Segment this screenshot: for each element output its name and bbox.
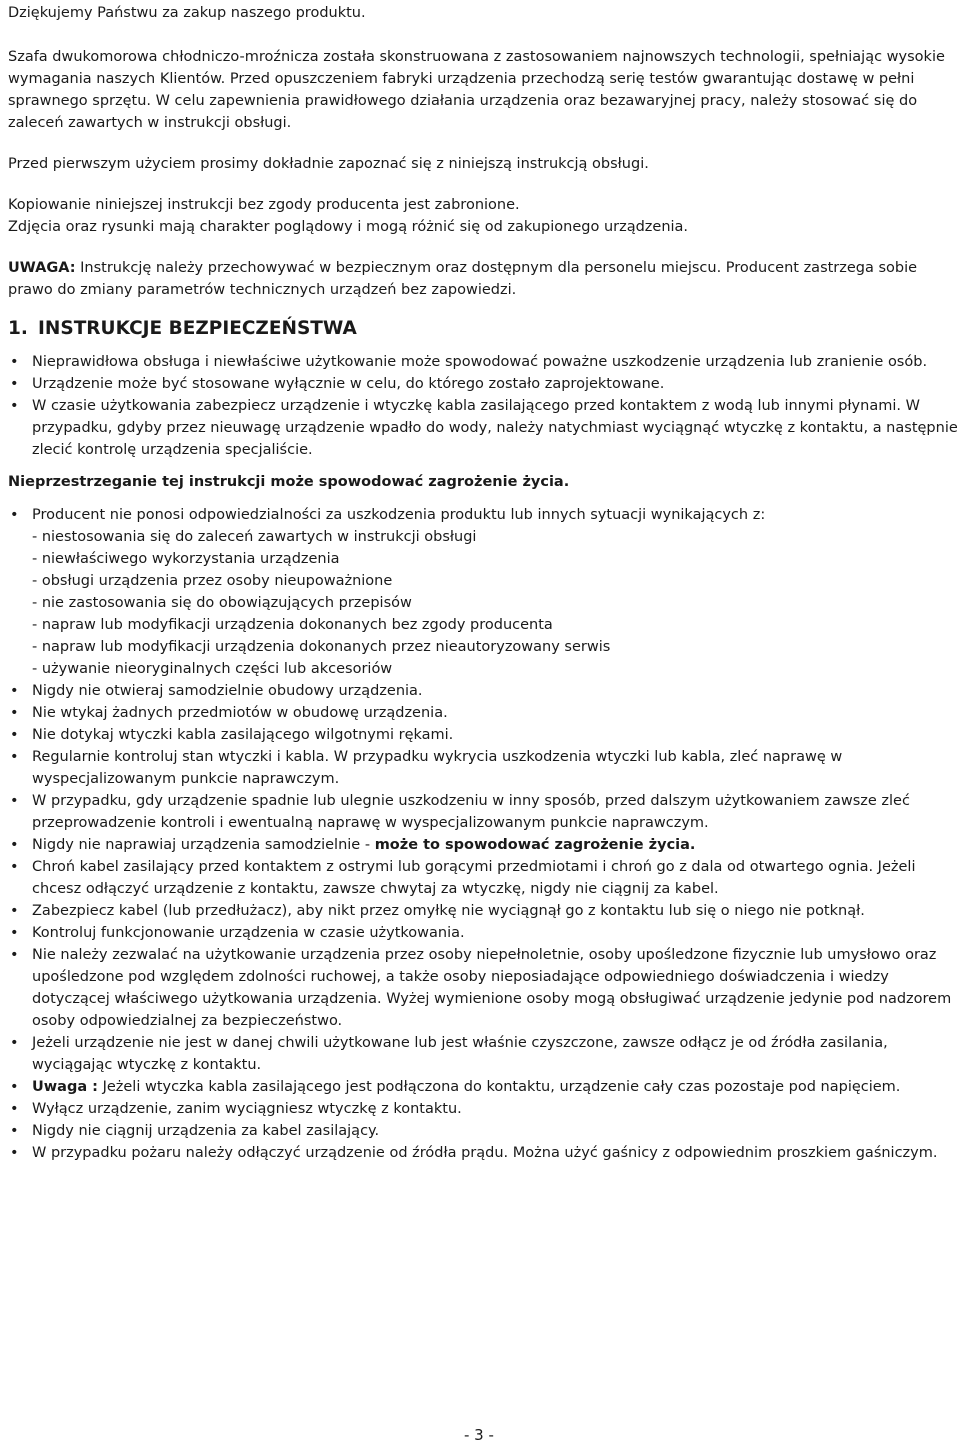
list-item: • Nigdy nie ciągnij urządzenia za kabel zasilający. [8, 1120, 958, 1142]
list-item: • Nigdy nie otwieraj samodzielnie obudowy urządzenia. [8, 680, 958, 702]
intro-note-lead: UWAGA: [8, 260, 76, 276]
intro-copying-notice: Kopiowanie niniejszej instrukcji bez zgody producenta jest zabronione. [8, 197, 520, 213]
intro-thanks: Dziękujemy Państwu za zakup naszego produktu. [8, 5, 366, 21]
list-item: • W czasie użytkowania zabezpiecz urządzenie i wtyczkę kabla zasilającego przed kontaktem z wodą lub innymi płynami. W przypadku, gdyby przez nieuwagę urządzenie wpadło do wody, należy natychmiast wyciągnąć wtyczkę z kontaktu, a następnie zlecić kontrolę urządzenia specjaliście. [8, 395, 958, 461]
list-item: • Nieprawidłowa obsługa i niewłaściwe użytkowanie może spowodować poważne uszkodzenie urządzenia lub zranienie osób. [8, 351, 958, 373]
list-item: • Nie należy zezwalać na użytkowanie urządzenia przez osoby niepełnoletnie, osoby upośledzone fizycznie lub umysłowo oraz upośledzone pod względem zdolności ruchowej, a także osoby nieposiadające odpowiedniego doświadczenia i wiedzy dotyczącej właściwego użytkowania urządzenia. Wyżej wymienione osoby mogą obsługiwać urządzenie jedynie pod nadzorem osoby odpowiedzialnej za bezpieczeństwo. [8, 944, 958, 1032]
list-item: • Urządzenie może być stosowane wyłącznie w celu, do którego zostało zaprojektowane. [8, 373, 958, 395]
section-heading [8, 316, 958, 342]
liability-subitem: - używanie nieoryginalnych części lub akcesoriów [32, 661, 393, 677]
list-item: • Jeżeli urządzenie nie jest w danej chwili użytkowane lub jest właśnie czyszczone, zawsze odłącz je od źródła zasilania, wyciągając wtyczkę z kontaktu. [8, 1032, 958, 1076]
repair-lead: Nigdy nie naprawiaj urządzenia samodzielnie - [32, 837, 371, 853]
list-item: • Wyłącz urządzenie, zanim wyciągniesz wtyczkę z kontaktu. [8, 1098, 958, 1120]
uwaga-lead: Uwaga : [32, 1079, 98, 1095]
list-item: • Chroń kabel zasilający przed kontaktem z ostrymi lub gorącymi przedmiotami i chroń go z dala od otwartego ognia. Jeżeli chcesz odłączyć urządzenie z kontaktu, zawsze chwytaj za wtyczkę, nigdy nie ciągnij za kabel. [8, 856, 958, 900]
page-number: - 3 - [464, 1426, 494, 1444]
safety-list-1 [8, 351, 958, 461]
repair-warning: może to spowodować zagrożenie życia. [374, 837, 696, 853]
liability-subitem: - napraw lub modyfikacji urządzenia dokonanych przez nieautoryzowany serwis [32, 639, 611, 655]
section-number: 1. [8, 318, 28, 339]
list-item: • Regularnie kontroluj stan wtyczki i kabla. W przypadku wykrycia uszkodzenia wtyczki lub kabla, zleć naprawę w wyspecjalizowanym punkcie naprawczym. [8, 746, 958, 790]
safety-list-2 [8, 504, 958, 1164]
liability-lead: • Producent nie ponosi odpowiedzialności za uszkodzenia produktu lub innych sytuacji wynikających z: [32, 507, 766, 523]
liability-item [8, 504, 958, 680]
intro-note [8, 257, 958, 301]
liability-subitem: - napraw lub modyfikacji urządzenia dokonanych bez zgody producenta [32, 617, 553, 633]
list-item: • Zabezpiecz kabel (lub przedłużacz), aby nikt przez omyłkę nie wyciągnął go z kontaktu lub się o niego nie potknął. [8, 900, 958, 922]
list-item: • Nie dotykaj wtyczki kabla zasilającego wilgotnymi rękami. [8, 724, 958, 746]
liability-subitem: - niestosowania się do zaleceń zawartych w instrukcji obsługi [32, 529, 477, 545]
list-item: • W przypadku, gdy urządzenie spadnie lub ulegnie uszkodzeniu w inny sposób, przed dalszym użytkowaniem zawsze zleć przeprowadzenie kontroli i ewentualną naprawę w wyspecjalizowanym punkcie naprawczym. [8, 790, 958, 834]
liability-subitem: - obsługi urządzenia przez osoby nieupoważnione [32, 573, 393, 589]
document-page [8, 0, 958, 1164]
section-title: INSTRUKCJE BEZPIECZEŃSTWA [38, 318, 357, 339]
intro-read-manual: Przed pierwszym użyciem prosimy dokładnie zapoznać się z niniejszą instrukcją obsługi. [8, 156, 649, 172]
liability-subitem: - niewłaściwego wykorzystania urządzenia [32, 551, 340, 567]
intro-note-text: Instrukcję należy przechowywać w bezpiecznym oraz dostępnym dla personelu miejscu. Producent zastrzega sobie prawo do zmiany parametrów technicznych urządzeń bez zapowiedzi. [8, 260, 918, 298]
intro-images-notice: Zdjęcia oraz rysunki mają charakter poglądowy i mogą różnić się od zakupionego urządzenia. [8, 219, 689, 235]
intro-description: Szafa dwukomorowa chłodniczo-mroźnicza została skonstruowana z zastosowaniem najnowszych technologii, spełniając wysokie wymagania naszych Klientów. Przed opuszczeniem fabryki urządzenia przechodzą serię testów gwarantując dostawę w pełni sprawnego sprzętu. W celu zapewnienia prawidłowego działania urządzenia oraz bezawaryjnej pracy, należy stosować się do zaleceń zawartych w instrukcji obsługi. [8, 49, 945, 131]
life-threat-warning: Nieprzestrzeganie tej instrukcji może spowodować zagrożenie życia. [8, 474, 570, 490]
list-item [8, 1076, 958, 1098]
list-item: • Nie wtykaj żadnych przedmiotów w obudowę urządzenia. [8, 702, 958, 724]
list-item: • W przypadku pożaru należy odłączyć urządzenie od źródła prądu. Można użyć gaśnicy z odpowiednim proszkiem gaśniczym. [8, 1142, 958, 1164]
list-item: • Kontroluj funkcjonowanie urządzenia w czasie użytkowania. [8, 922, 958, 944]
uwaga-text: Jeżeli wtyczka kabla zasilającego jest podłączona do kontaktu, urządzenie cały czas pozostaje pod napięciem. [102, 1079, 901, 1095]
list-item [8, 834, 958, 856]
liability-subitem: - nie zastosowania się do obowiązujących przepisów [32, 595, 412, 611]
